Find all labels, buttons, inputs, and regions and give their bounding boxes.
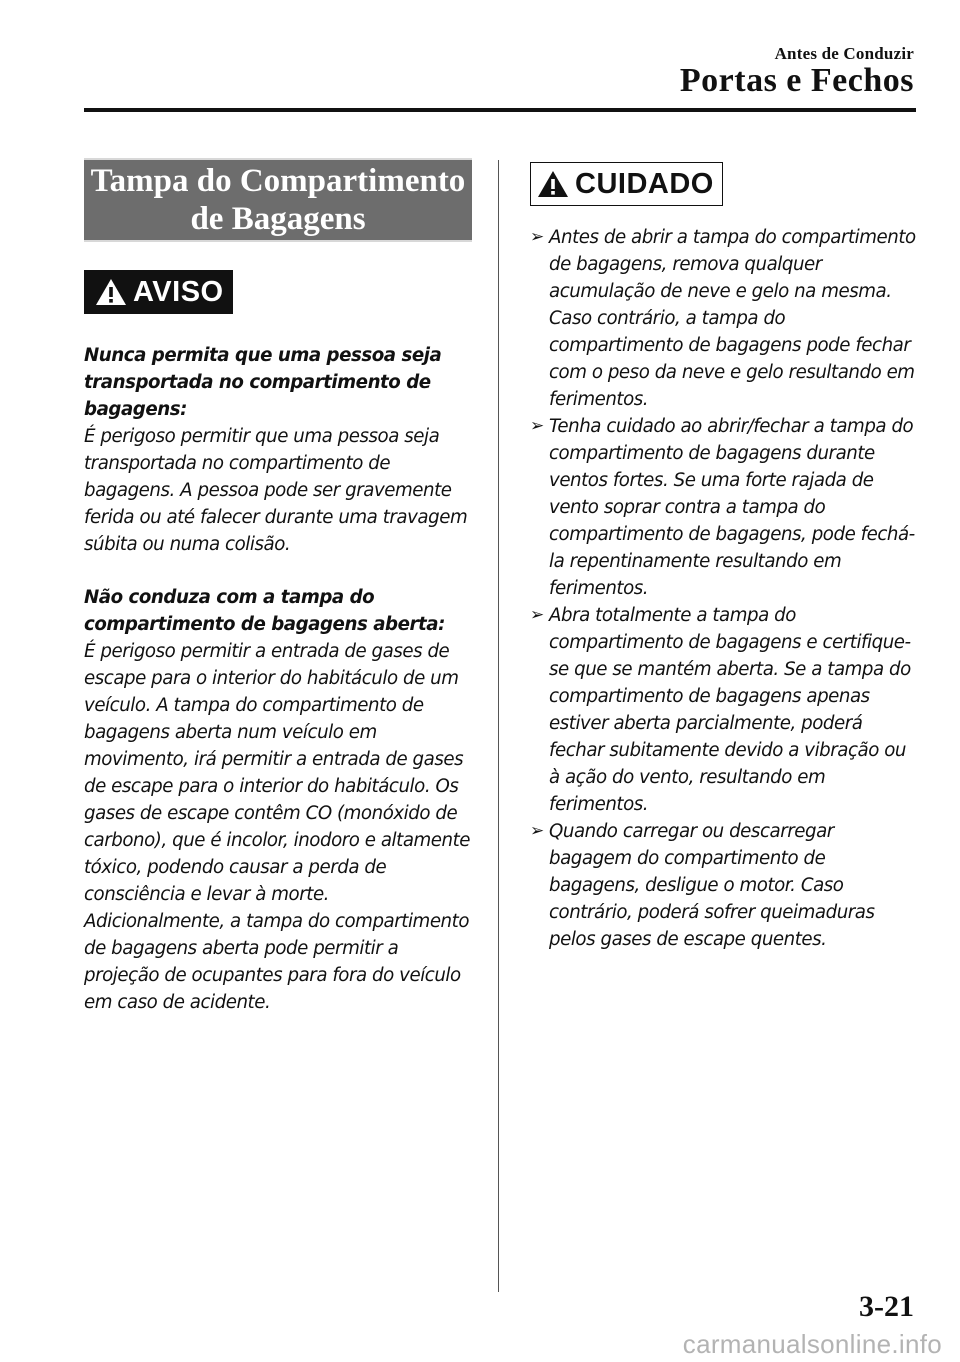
caution-item-text: Tenha cuidado ao abrir/fechar a tampa do compartimento de bagagens durante ventos fortes. Se uma forte rajada de vento soprar contra a tampa do compartimento de bagagens, pode fechá-la repentinamente resultando em ferimentos. — [549, 416, 915, 599]
warning-label: AVISO — [133, 275, 224, 308]
column-divider — [498, 160, 499, 1292]
header-rule — [84, 108, 916, 112]
warning-text-1: É perigoso permitir que uma pessoa seja transportada no compartimento de bagagens. A pessoa pode ser gravemente ferida ou até falecer durante uma travagem súbita ou numa colisão. — [84, 426, 468, 555]
warning-block-1 — [84, 342, 472, 558]
left-column — [84, 158, 472, 1016]
page-title-line-2: de Bagagens — [190, 201, 366, 237]
caution-item-text: Quando carregar ou descarregar bagagem do compartimento de bagagens, desligue o motor. Caso contrário, poderá sofrer queimaduras pelos gases de escape quentes. — [549, 821, 875, 950]
warning-badge — [84, 270, 233, 314]
caution-badge — [530, 162, 723, 206]
arrow-bullet-icon: ➢ — [530, 821, 544, 841]
section-title: Portas e Fechos — [679, 62, 914, 99]
caution-list — [530, 224, 920, 953]
warning-heading-1: Nunca permita que uma pessoa seja transportada no compartimento de bagagens: — [84, 345, 442, 420]
caution-item — [530, 602, 920, 818]
caution-label: CUIDADO — [575, 167, 714, 200]
page-title-line-1: Tampa do Compartimento — [90, 163, 466, 199]
caution-triangle-icon — [537, 170, 569, 198]
right-column — [530, 162, 920, 953]
arrow-bullet-icon: ➢ — [530, 227, 544, 247]
warning-text-2b: Adicionalmente, a tampa do compartimento de bagagens aberta pode permitir a projeção de ocupantes para fora do veículo em caso de acidente. — [84, 911, 469, 1013]
caution-item-text: Antes de abrir a tampa do compartimento de bagagens, remova qualquer acumulação de neve e gelo na mesma. Caso contrário, a tampa do compartimento de bagagens pode fechar com o peso da neve e gelo resultando em ferimentos. — [549, 227, 916, 410]
caution-item-text: Abra totalmente a tampa do compartimento de bagagens e certifique-se que se mantém aberta. Se a tampa do compartimento de bagagens apenas estiver aberta parcialmente, poderá fechar subitamente devido a vibração ou à ação do vento, resultando em ferimentos. — [549, 605, 911, 815]
arrow-bullet-icon: ➢ — [530, 605, 544, 625]
caution-item — [530, 413, 920, 602]
watermark: carmanualsonline.info — [682, 1329, 942, 1359]
arrow-bullet-icon: ➢ — [530, 416, 544, 436]
page-title-box — [84, 158, 472, 242]
warning-block-2 — [84, 584, 472, 1016]
warning-triangle-icon — [95, 278, 127, 306]
warning-heading-2: Não conduza com a tampa do compartimento de bagagens aberta: — [84, 587, 445, 635]
chapter-title: Antes de Conduzir — [774, 44, 914, 63]
page-number: 3-21 — [859, 1290, 914, 1323]
caution-item — [530, 818, 920, 953]
caution-item — [530, 224, 920, 413]
warning-text-2a: É perigoso permitir a entrada de gases de escape para o interior do habitáculo de um veículo. A tampa do compartimento de bagagens aberta num veículo em movimento, irá permitir a entrada de gases de escape para o interior do habitáculo. Os gases de escape contêm CO (monóxido de carbono), que é incolor, inodoro e altamente tóxico, podendo causar a perda de consciência e levar à morte. — [84, 641, 471, 905]
